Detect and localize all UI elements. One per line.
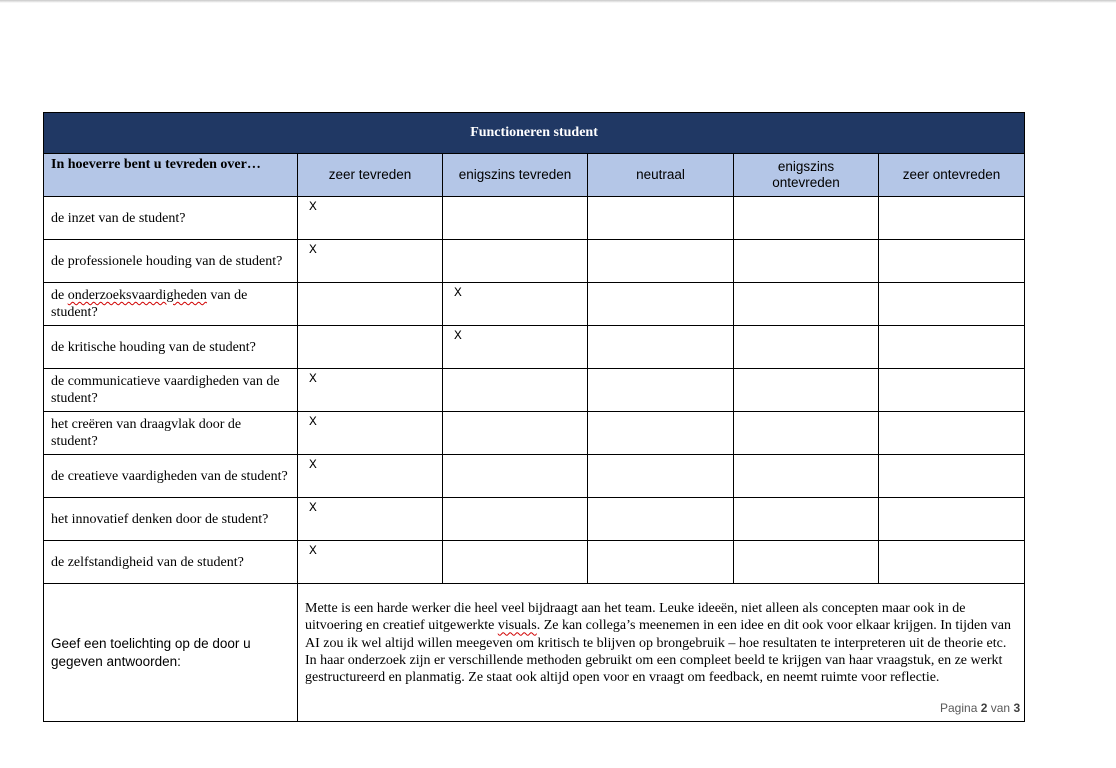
answer-cell-enigszins-tevreden[interactable] bbox=[443, 455, 588, 498]
question-text[interactable]: de professionele houding van de student? bbox=[44, 240, 298, 283]
answer-cell-zeer-ontevreden[interactable] bbox=[879, 369, 1025, 412]
answer-cell-enigszins-ontevreden[interactable] bbox=[734, 541, 879, 584]
answer-cell-zeer-tevreden[interactable]: X bbox=[298, 412, 443, 455]
spellcheck-word: visuals bbox=[497, 618, 537, 634]
table-row bbox=[44, 455, 1025, 498]
answer-cell-zeer-tevreden[interactable]: X bbox=[298, 197, 443, 240]
answer-cell-enigszins-ontevreden[interactable] bbox=[734, 369, 879, 412]
question-rows bbox=[44, 197, 1025, 722]
comment-text[interactable]: Mette is een harde werker die heel veel bijdraagt aan het team. Leuke ideeën, niet alleen als concepten maar ook in de uitvoering en creatief uitgewerkte visuals. Ze kan collega’s meenemen in een idee en dit ook voor elkaar krijgen. In tijden van AI zou ik wel altijd willen meegeven om kritisch te blijven op brongebruik – hoe resultaten te interpreteren uit de theorie etc. In haar onderzoek zijn er verschillende methoden gebruikt om een compleet beeld te krijgen van haar vraagstuk, en ze werkt gestructureerd en planmatig. Ze staat ook altijd open voor en vraagt om feedback, en neemt ruimte voor reflectie. bbox=[298, 584, 1025, 722]
answer-cell-enigszins-tevreden[interactable] bbox=[443, 369, 588, 412]
spellcheck-word: onderzoeksvaardigheden bbox=[67, 288, 207, 303]
answer-cell-enigszins-tevreden[interactable] bbox=[443, 412, 588, 455]
table-title: Functioneren student bbox=[44, 113, 1025, 154]
answer-cell-enigszins-tevreden[interactable]: X bbox=[443, 326, 588, 369]
answer-cell-enigszins-tevreden[interactable] bbox=[443, 197, 588, 240]
question-text[interactable]: het creëren van draagvlak door de student? bbox=[44, 412, 298, 455]
answer-cell-zeer-tevreden[interactable]: X bbox=[298, 369, 443, 412]
table-row bbox=[44, 541, 1025, 584]
option-header-enigszins-tevreden: enigszins tevreden bbox=[443, 154, 588, 197]
answer-cell-enigszins-tevreden[interactable] bbox=[443, 498, 588, 541]
answer-cell-neutraal[interactable] bbox=[588, 498, 734, 541]
comment-row bbox=[44, 584, 1025, 722]
answer-cell-zeer-ontevreden[interactable] bbox=[879, 240, 1025, 283]
answer-cell-enigszins-tevreden[interactable]: X bbox=[443, 283, 588, 326]
answer-cell-zeer-tevreden[interactable] bbox=[298, 283, 443, 326]
option-header-zeer-tevreden: zeer tevreden bbox=[298, 154, 443, 197]
table-row bbox=[44, 498, 1025, 541]
answer-cell-enigszins-tevreden[interactable] bbox=[443, 240, 588, 283]
question-text[interactable]: de zelfstandigheid van de student? bbox=[44, 541, 298, 584]
table-row bbox=[44, 197, 1025, 240]
answer-cell-neutraal[interactable] bbox=[588, 369, 734, 412]
option-header-zeer-ontevreden: zeer ontevreden bbox=[879, 154, 1025, 197]
table-row bbox=[44, 412, 1025, 455]
answer-cell-zeer-tevreden[interactable] bbox=[298, 326, 443, 369]
answer-cell-neutraal[interactable] bbox=[588, 412, 734, 455]
answer-cell-zeer-tevreden[interactable]: X bbox=[298, 498, 443, 541]
answer-cell-zeer-tevreden[interactable]: X bbox=[298, 240, 443, 283]
table-row bbox=[44, 240, 1025, 283]
answer-cell-neutraal[interactable] bbox=[588, 197, 734, 240]
answer-cell-zeer-tevreden[interactable]: X bbox=[298, 541, 443, 584]
question-text[interactable]: het innovatief denken door de student? bbox=[44, 498, 298, 541]
answer-cell-zeer-tevreden[interactable]: X bbox=[298, 455, 443, 498]
answer-cell-enigszins-ontevreden[interactable] bbox=[734, 455, 879, 498]
option-header-neutraal: neutraal bbox=[588, 154, 734, 197]
answer-cell-zeer-ontevreden[interactable] bbox=[879, 498, 1025, 541]
answer-cell-enigszins-ontevreden[interactable] bbox=[734, 412, 879, 455]
answer-cell-neutraal[interactable] bbox=[588, 240, 734, 283]
evaluation-table bbox=[43, 112, 1025, 722]
answer-cell-zeer-ontevreden[interactable] bbox=[879, 412, 1025, 455]
option-header-enigszins-ontevreden: enigszins ontevreden bbox=[734, 154, 879, 197]
answer-cell-enigszins-ontevreden[interactable] bbox=[734, 197, 879, 240]
answer-cell-enigszins-ontevreden[interactable] bbox=[734, 326, 879, 369]
table-header-row bbox=[44, 154, 1025, 197]
question-text[interactable]: de onderzoeksvaardigheden van de student? bbox=[44, 283, 298, 326]
answer-cell-enigszins-ontevreden[interactable] bbox=[734, 498, 879, 541]
answer-cell-neutraal[interactable] bbox=[588, 283, 734, 326]
answer-cell-neutraal[interactable] bbox=[588, 455, 734, 498]
table-row bbox=[44, 326, 1025, 369]
answer-cell-zeer-ontevreden[interactable] bbox=[879, 283, 1025, 326]
answer-cell-zeer-ontevreden[interactable] bbox=[879, 326, 1025, 369]
answer-cell-enigszins-ontevreden[interactable] bbox=[734, 283, 879, 326]
answer-cell-zeer-ontevreden[interactable] bbox=[879, 197, 1025, 240]
answer-cell-zeer-ontevreden[interactable] bbox=[879, 541, 1025, 584]
comment-label: Geef een toelichting op de door u gegeven antwoorden: bbox=[44, 584, 298, 722]
question-column-header: In hoeverre bent u tevreden over… bbox=[44, 154, 298, 197]
question-text[interactable]: de creatieve vaardigheden van de student? bbox=[44, 455, 298, 498]
answer-cell-enigszins-ontevreden[interactable] bbox=[734, 240, 879, 283]
window-top-shadow bbox=[0, 0, 1116, 3]
table-row bbox=[44, 283, 1025, 326]
question-text[interactable]: de kritische houding van de student? bbox=[44, 326, 298, 369]
question-text[interactable]: de inzet van de student? bbox=[44, 197, 298, 240]
answer-cell-neutraal[interactable] bbox=[588, 326, 734, 369]
page-number: Pagina 2 van 3 bbox=[940, 701, 1021, 715]
answer-cell-enigszins-tevreden[interactable] bbox=[443, 541, 588, 584]
answer-cell-zeer-ontevreden[interactable] bbox=[879, 455, 1025, 498]
table-row bbox=[44, 369, 1025, 412]
answer-cell-neutraal[interactable] bbox=[588, 541, 734, 584]
question-text[interactable]: de communicatieve vaardigheden van de student? bbox=[44, 369, 298, 412]
